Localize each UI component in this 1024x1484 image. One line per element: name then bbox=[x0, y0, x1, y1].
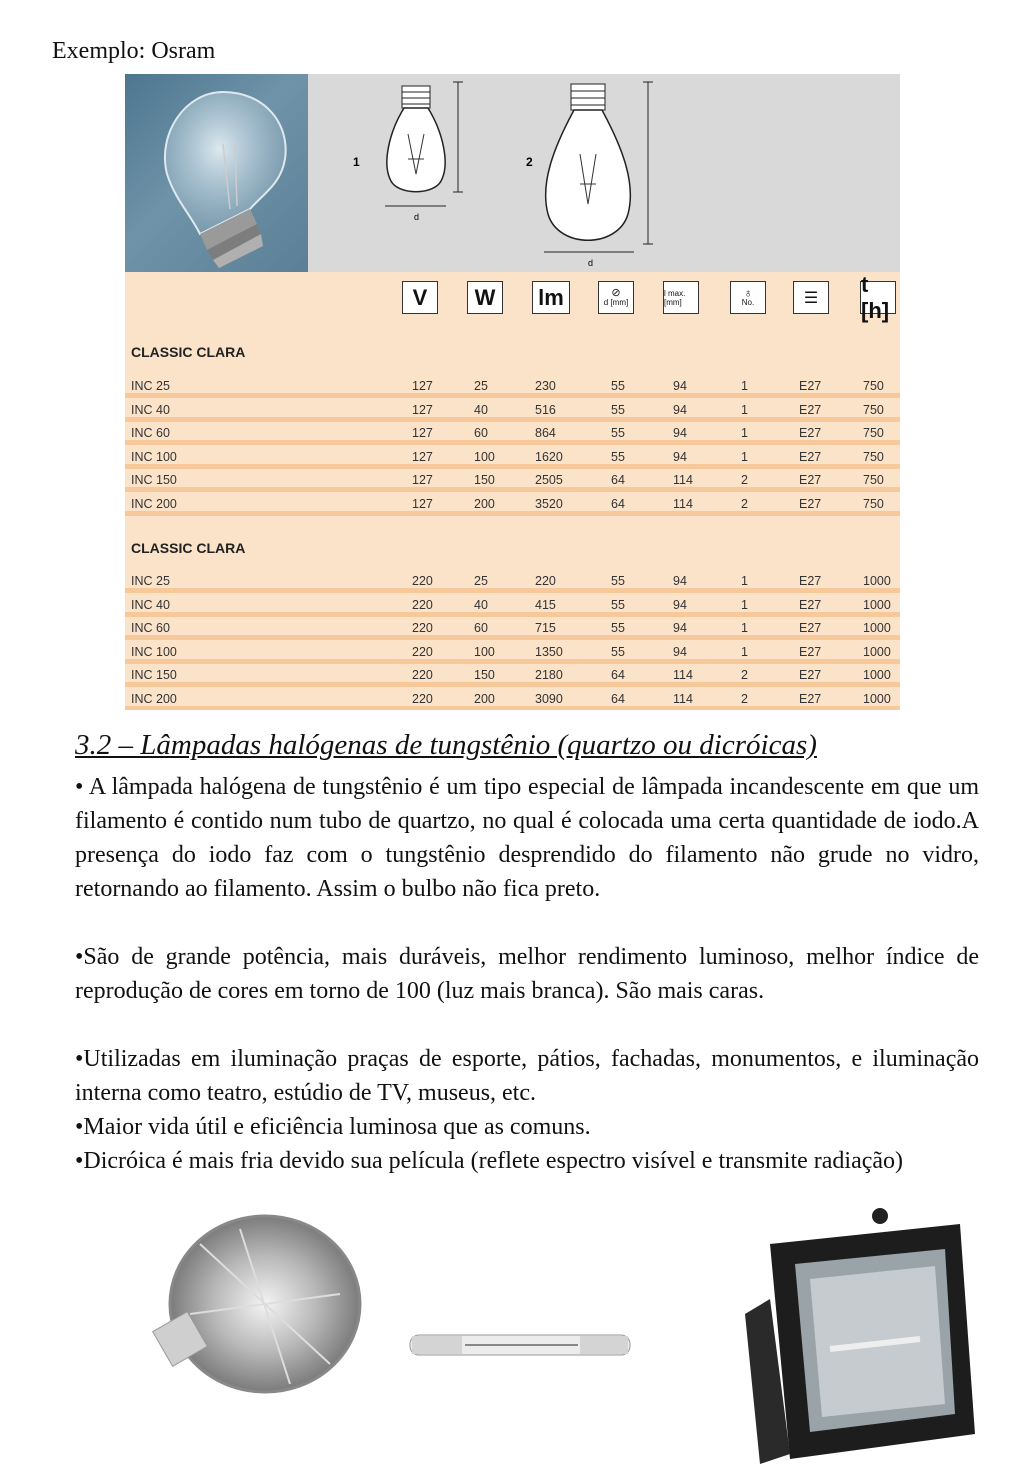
table-cell: 2505 bbox=[535, 473, 563, 487]
table-row bbox=[125, 377, 900, 400]
table-cell: 1000 bbox=[863, 574, 891, 588]
table-cell: E27 bbox=[799, 402, 822, 417]
table-cell: 864 bbox=[535, 426, 556, 440]
table-cell: 100 bbox=[474, 644, 495, 659]
table-cell: 94 bbox=[673, 574, 687, 588]
table-row bbox=[125, 596, 900, 619]
table-cell: 750 bbox=[863, 379, 884, 393]
table-cell: 55 bbox=[611, 379, 625, 393]
diameter-icon: ⊘ bbox=[611, 286, 621, 299]
catalog-table bbox=[125, 74, 900, 710]
table-row bbox=[125, 643, 900, 666]
table-cell: E27 bbox=[799, 668, 822, 682]
table-cell: 1000 bbox=[863, 668, 891, 682]
table-cell: 40 bbox=[474, 402, 488, 417]
table-cell: E27 bbox=[799, 496, 822, 511]
bulb-dimension-diagram bbox=[308, 74, 900, 272]
table-cell: 64 bbox=[611, 668, 625, 682]
table-cell: 2180 bbox=[535, 668, 563, 682]
table-cell: 94 bbox=[673, 597, 687, 612]
shape-header-label: No. bbox=[741, 297, 755, 307]
table-row bbox=[125, 572, 900, 595]
lamp-model-cell: INC 150 bbox=[131, 668, 177, 682]
table-row bbox=[125, 619, 900, 642]
lamp-base-icon: ☰ bbox=[803, 289, 819, 307]
halogen-floodlight-photo bbox=[745, 1208, 975, 1464]
table-cell: 750 bbox=[863, 473, 884, 487]
table-cell: 127 bbox=[412, 379, 433, 393]
table-cell: 3520 bbox=[535, 496, 563, 511]
table-cell: 1000 bbox=[863, 691, 891, 706]
table-cell: 1620 bbox=[535, 449, 563, 464]
bulb-photo bbox=[125, 74, 308, 272]
table-row bbox=[125, 495, 900, 518]
table-cell: 150 bbox=[474, 473, 495, 487]
table-cell: 200 bbox=[474, 496, 495, 511]
table-cell: 55 bbox=[611, 621, 625, 635]
table-cell: 1 bbox=[741, 621, 748, 635]
table-cell: E27 bbox=[799, 379, 822, 393]
table-cell: E27 bbox=[799, 473, 822, 487]
lamp-model-cell: INC 200 bbox=[131, 496, 177, 511]
example-label: Exemplo: Osram bbox=[52, 38, 216, 64]
lamp-model-cell: INC 25 bbox=[131, 379, 170, 393]
table-row bbox=[125, 424, 900, 447]
table-cell: 1 bbox=[741, 402, 748, 417]
table-cell: 1350 bbox=[535, 644, 563, 659]
table-cell: 127 bbox=[412, 402, 433, 417]
table-row bbox=[125, 401, 900, 424]
wattage-header: W bbox=[467, 281, 503, 314]
table-cell: 114 bbox=[673, 496, 693, 511]
table-cell: 2 bbox=[741, 496, 748, 511]
diameter-header bbox=[598, 281, 634, 314]
paragraph-2: •São de grande potência, mais duráveis, melhor rendimento luminoso, melhor índice de reprodução de cores em torno de 100 (luz mais branca). São mais caras. bbox=[75, 944, 979, 1004]
lamp-model-cell: INC 60 bbox=[131, 621, 170, 635]
lifetime-header: t [h] bbox=[860, 281, 896, 314]
lamp-model-cell: INC 25 bbox=[131, 574, 170, 588]
lamp-model-cell: INC 150 bbox=[131, 473, 177, 487]
table-cell: 94 bbox=[673, 426, 687, 440]
table-cell: 750 bbox=[863, 426, 884, 440]
lumen-header: lm bbox=[532, 281, 570, 314]
table-cell: 55 bbox=[611, 426, 625, 440]
table-cell: 94 bbox=[673, 379, 687, 393]
paragraph-3: •Utilizadas em iluminação praças de esporte, pátios, fachadas, monumentos, e iluminação interna como teatro, estúdio de TV, museus, etc. bbox=[75, 1046, 979, 1106]
table-cell: 1000 bbox=[863, 621, 891, 635]
table-cell: 2 bbox=[741, 473, 748, 487]
table-cell: 750 bbox=[863, 496, 884, 511]
table-cell: 1 bbox=[741, 379, 748, 393]
table-cell: 60 bbox=[474, 426, 488, 440]
diagram-label-1: 1 bbox=[353, 155, 360, 169]
lamp-model-cell: INC 100 bbox=[131, 449, 177, 464]
table-cell: 1 bbox=[741, 644, 748, 659]
table-cell: E27 bbox=[799, 644, 822, 659]
linear-halogen-tube-photo bbox=[410, 1335, 630, 1355]
diagram-d-label-1: d bbox=[414, 212, 420, 222]
halogen-lamp-photos bbox=[0, 1204, 1024, 1479]
table-cell: E27 bbox=[799, 691, 822, 706]
table-cell: 25 bbox=[474, 574, 488, 588]
table-row bbox=[125, 690, 900, 711]
group-title: CLASSIC CLARA bbox=[131, 344, 246, 360]
paragraph-5: •Dicróica é mais fria devido sua película (reflete espectro visível e transmite radiação) bbox=[75, 1148, 904, 1174]
table-cell: 60 bbox=[474, 621, 488, 635]
table-cell: 55 bbox=[611, 402, 625, 417]
base-header bbox=[793, 281, 829, 314]
table-cell: 415 bbox=[535, 597, 556, 612]
table-cell: 220 bbox=[412, 644, 433, 659]
table-cell: 127 bbox=[412, 426, 433, 440]
table-cell: 55 bbox=[611, 597, 625, 612]
table-row bbox=[125, 448, 900, 471]
table-cell: 64 bbox=[611, 691, 625, 706]
table-cell: 55 bbox=[611, 644, 625, 659]
table-cell: 750 bbox=[863, 402, 884, 417]
table-cell: 1000 bbox=[863, 644, 891, 659]
table-cell: 64 bbox=[611, 473, 625, 487]
table-cell: 1 bbox=[741, 597, 748, 612]
lamp-model-cell: INC 200 bbox=[131, 691, 177, 706]
shape-header bbox=[730, 281, 766, 314]
table-cell: 1000 bbox=[863, 597, 891, 612]
table-cell: 94 bbox=[673, 402, 687, 417]
lamp-model-cell: INC 40 bbox=[131, 402, 170, 417]
table-cell: E27 bbox=[799, 597, 822, 612]
voltage-header: V bbox=[402, 281, 438, 314]
table-cell: 150 bbox=[474, 668, 495, 682]
table-cell: 114 bbox=[673, 668, 693, 682]
paragraph-4: •Maior vida útil e eficiência luminosa que as comuns. bbox=[75, 1114, 591, 1140]
table-cell: 200 bbox=[474, 691, 495, 706]
table-cell: 127 bbox=[412, 449, 433, 464]
diagram-d-label-2: d bbox=[588, 258, 594, 268]
table-cell: 1 bbox=[741, 449, 748, 464]
table-cell: 220 bbox=[535, 574, 556, 588]
table-cell: 40 bbox=[474, 597, 488, 612]
table-cell: 100 bbox=[474, 449, 495, 464]
table-cell: E27 bbox=[799, 574, 822, 588]
table-cell: 1 bbox=[741, 426, 748, 440]
table-cell: 94 bbox=[673, 644, 687, 659]
length-header: l max. [mm] bbox=[663, 281, 699, 314]
table-cell: 715 bbox=[535, 621, 556, 635]
table-cell: 55 bbox=[611, 449, 625, 464]
diameter-header-label: d [mm] bbox=[603, 297, 629, 307]
table-cell: 2 bbox=[741, 668, 748, 682]
table-cell: E27 bbox=[799, 426, 822, 440]
paragraph-1: • A lâmpada halógena de tungstênio é um tipo especial de lâmpada incandescente em que um filamento é contido num tubo de quartzo, no qual é colocada uma certa quantidade de iodo.A presença do iodo faz com o tungstênio desprendido do filamento não grude no vidro, retornando ao filamento. Assim o bulbo não fica preto. bbox=[75, 774, 979, 902]
table-cell: 220 bbox=[412, 668, 433, 682]
section-title: 3.2 – Lâmpadas halógenas de tungstênio (quartzo ou dicróicas) bbox=[75, 729, 817, 761]
lamp-model-cell: INC 40 bbox=[131, 597, 170, 612]
table-cell: 220 bbox=[412, 621, 433, 635]
table-row bbox=[125, 471, 900, 494]
table-cell: E27 bbox=[799, 449, 822, 464]
table-cell: 127 bbox=[412, 473, 433, 487]
table-cell: 230 bbox=[535, 379, 556, 393]
table-cell: E27 bbox=[799, 621, 822, 635]
table-cell: 25 bbox=[474, 379, 488, 393]
group-title: CLASSIC CLARA bbox=[131, 540, 246, 556]
table-cell: 750 bbox=[863, 449, 884, 464]
bulb-shape-icon: ♁ bbox=[743, 285, 753, 300]
table-cell: 1 bbox=[741, 574, 748, 588]
table-cell: 516 bbox=[535, 402, 556, 417]
table-cell: 220 bbox=[412, 691, 433, 706]
table-cell: 55 bbox=[611, 574, 625, 588]
diagram-label-2: 2 bbox=[526, 155, 533, 169]
dichroic-lamp-photo bbox=[153, 1216, 360, 1392]
table-cell: 3090 bbox=[535, 691, 563, 706]
table-cell: 94 bbox=[673, 621, 687, 635]
lamp-model-cell: INC 100 bbox=[131, 644, 177, 659]
table-cell: 114 bbox=[673, 473, 693, 487]
table-cell: 94 bbox=[673, 449, 687, 464]
table-cell: 127 bbox=[412, 496, 433, 511]
table-cell: 220 bbox=[412, 597, 433, 612]
table-cell: 114 bbox=[673, 691, 693, 706]
lamp-model-cell: INC 60 bbox=[131, 426, 170, 440]
table-cell: 64 bbox=[611, 496, 625, 511]
table-cell: 220 bbox=[412, 574, 433, 588]
table-cell: 2 bbox=[741, 691, 748, 706]
table-row bbox=[125, 666, 900, 689]
